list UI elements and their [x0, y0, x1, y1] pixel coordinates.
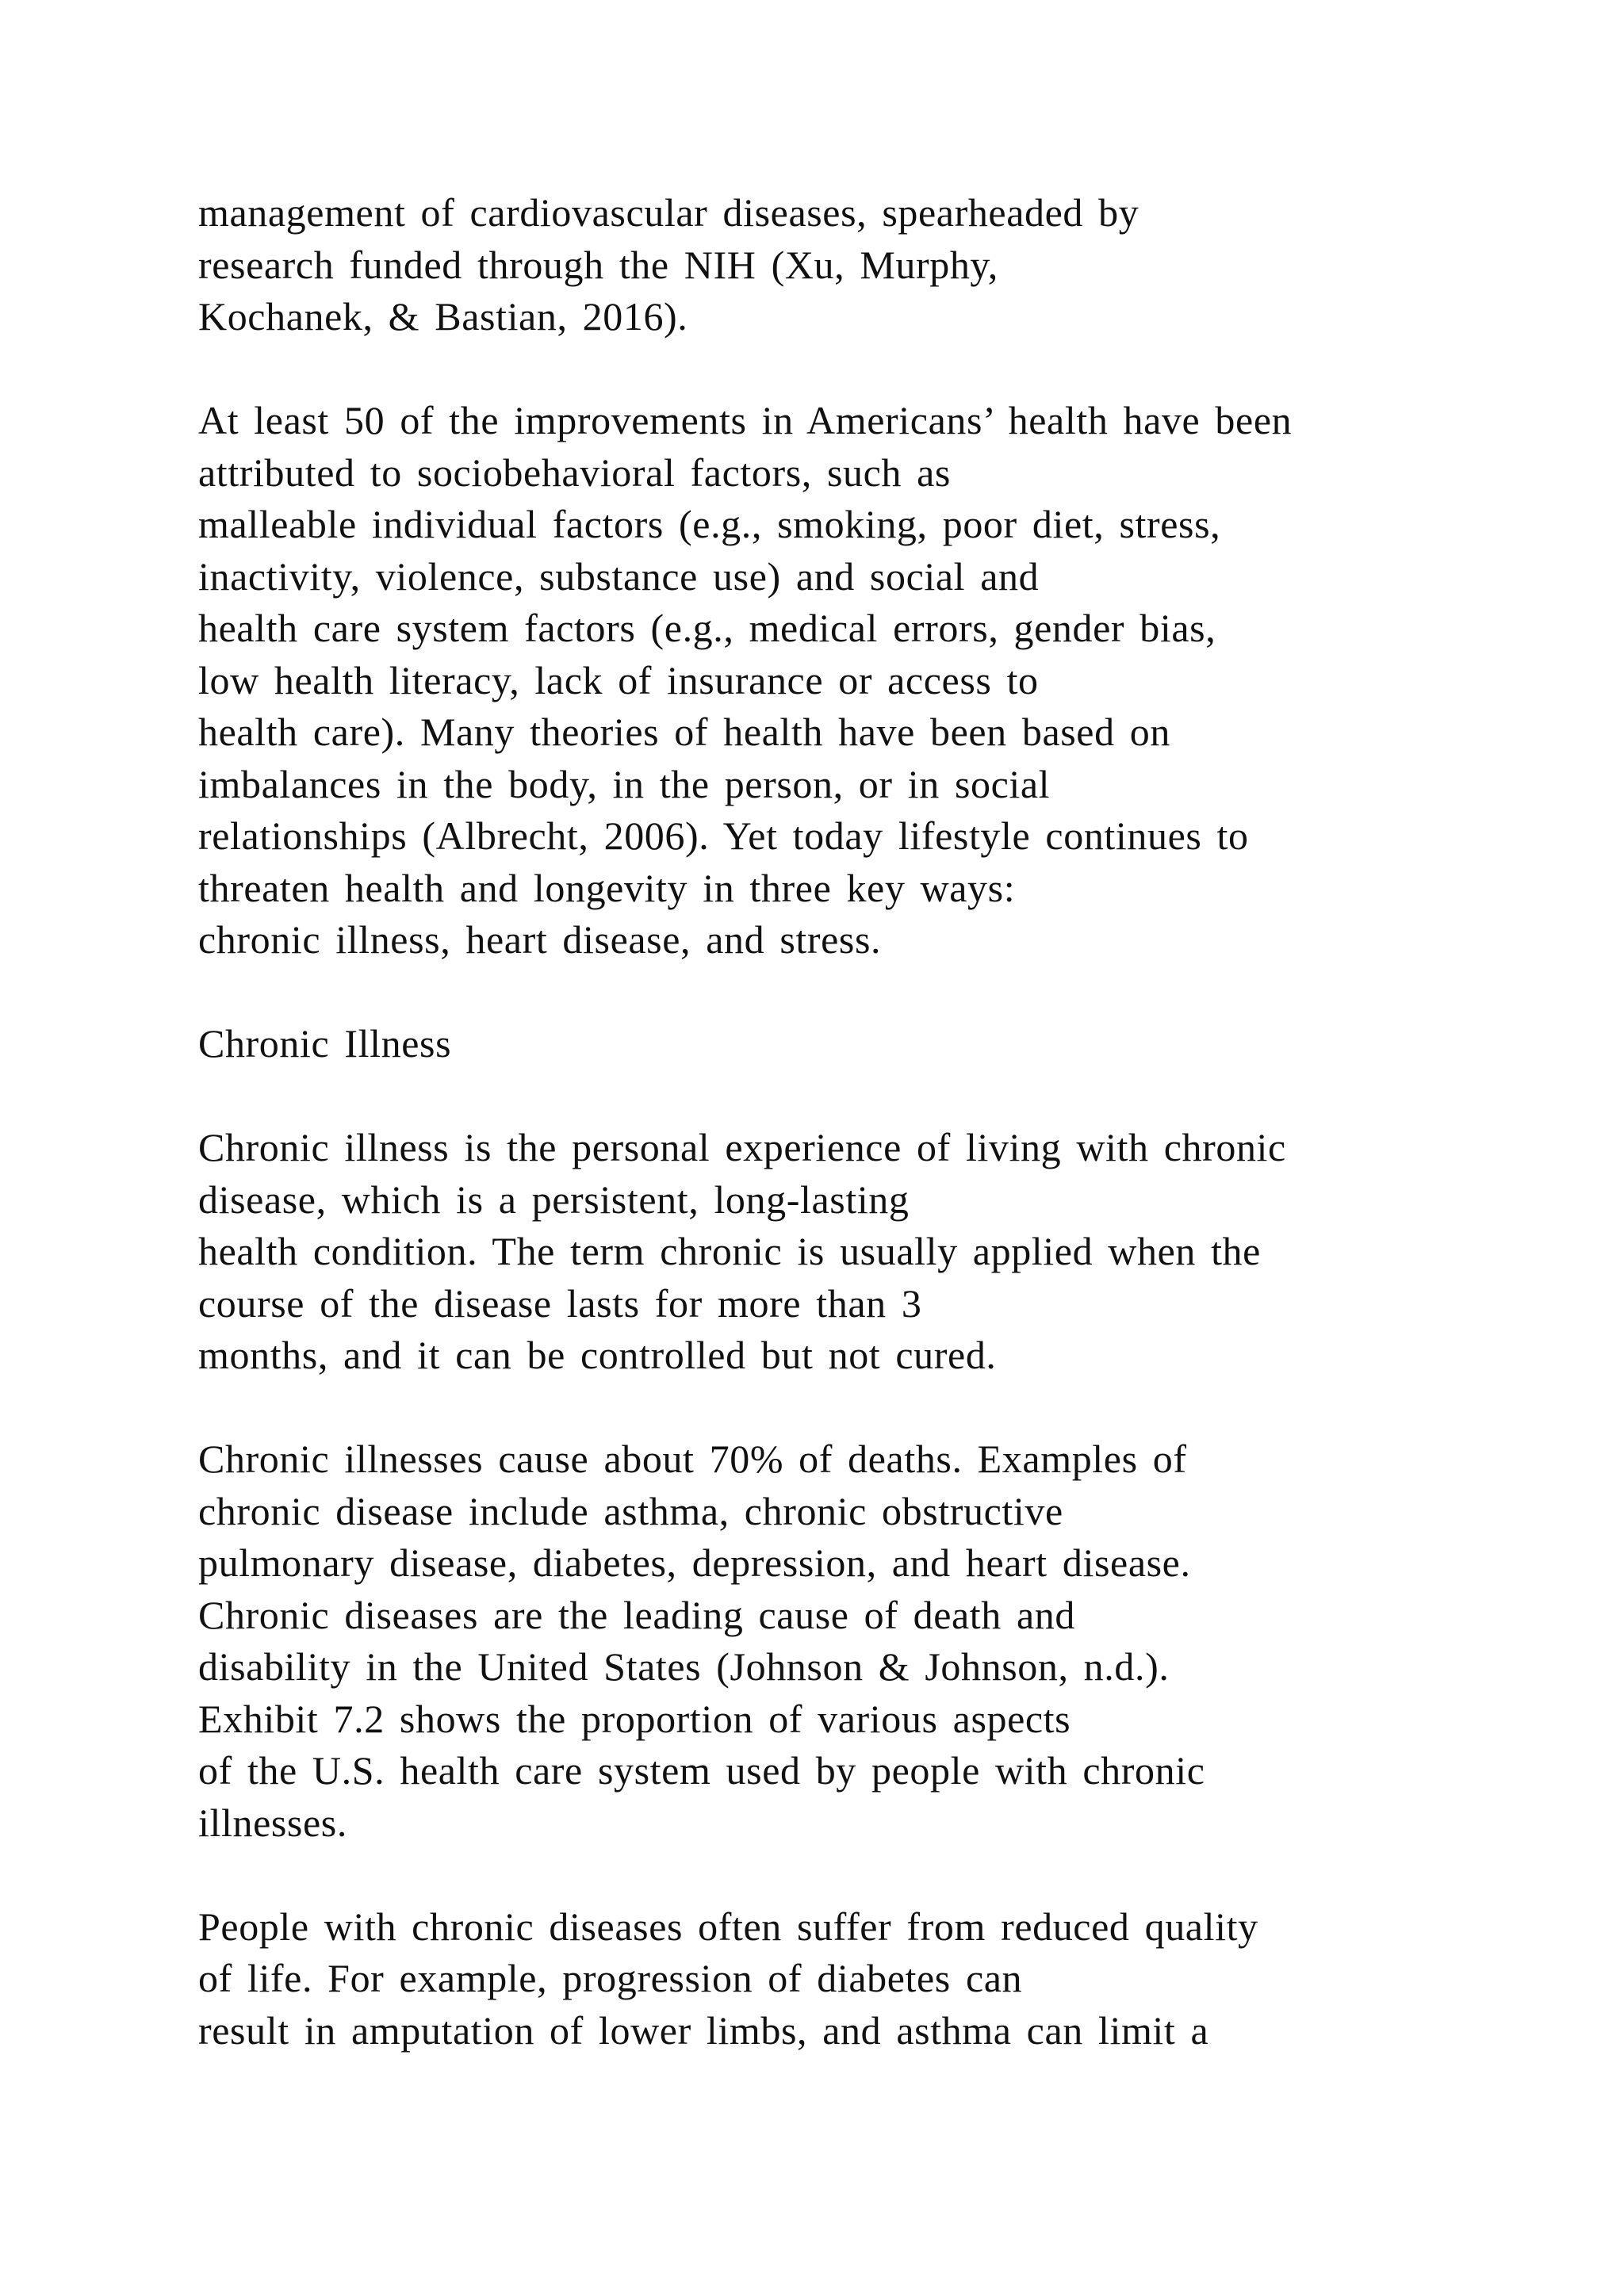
text-line: Exhibit 7.2 shows the proportion of various aspects: [198, 1696, 1071, 1741]
paragraph-quality-of-life: [198, 1901, 1562, 2057]
text-line: Chronic illnesses cause about 70% of deaths. Examples of: [198, 1437, 1187, 1481]
text-line: research funded through the NIH (Xu, Murphy,: [198, 242, 998, 287]
text-line: disability in the United States (Johnson & Johnson, n.d.).: [198, 1644, 1170, 1689]
text-line: relationships (Albrecht, 2006). Yet today lifestyle continues to: [198, 813, 1249, 858]
text-line: months, and it can be controlled but not cured.: [198, 1333, 997, 1377]
paragraph-chronic-illness-definition: [198, 1122, 1562, 1382]
text-line: chronic disease include asthma, chronic obstructive: [198, 1488, 1063, 1533]
text-line: At least 50 of the improvements in Americans’ health have been: [198, 398, 1293, 442]
paragraph-gap: [198, 966, 1562, 1019]
text-line: low health literacy, lack of insurance or access to: [198, 657, 1039, 702]
text-line: result in amputation of lower limbs, and asthma can limit a: [198, 2007, 1209, 2053]
document-page: [198, 187, 1562, 2057]
text-line: chronic illness, heart disease, and stress.: [198, 917, 882, 962]
text-line: attributed to sociobehavioral factors, such as: [198, 450, 951, 495]
text-line: Kochanek, & Bastian, 2016).: [198, 294, 688, 339]
text-line: health care system factors (e.g., medical errors, gender bias,: [198, 606, 1216, 650]
text-line: imbalances in the body, in the person, or in social: [198, 761, 1051, 806]
text-line: disease, which is a persistent, long-lasting: [198, 1177, 910, 1222]
paragraph-chronic-illness-deaths: [198, 1433, 1562, 1849]
text-line: health care). Many theories of health have been based on: [198, 710, 1171, 754]
text-line: health condition. The term chronic is usually applied when the: [198, 1229, 1261, 1273]
text-line: threaten health and longevity in three key ways:: [198, 865, 1016, 910]
text-line: Chronic diseases are the leading cause of death and: [198, 1592, 1075, 1637]
text-line: Chronic illness is the personal experience of living with chronic: [198, 1125, 1286, 1169]
text-line: of life. For example, progression of diabetes can: [198, 1956, 1023, 2000]
text-line: People with chronic diseases often suffer from reduced quality: [198, 1904, 1258, 1949]
paragraph-gap: [198, 1070, 1562, 1123]
text-line: course of the disease lasts for more than 3: [198, 1280, 922, 1326]
text-line: management of cardiovascular diseases, spearheaded by: [198, 190, 1139, 235]
section-heading-chronic-illness: [198, 1018, 1562, 1070]
paragraph-cardiovascular-management: [198, 187, 1562, 343]
section-heading: Chronic Illness: [198, 1021, 452, 1066]
paragraph-gap: [198, 343, 1562, 396]
text-line: malleable individual factors (e.g., smoking, poor diet, stress,: [198, 502, 1221, 546]
text-line: illnesses.: [198, 1800, 347, 1845]
text-line: of the U.S. health care system used by people with chronic: [198, 1748, 1205, 1793]
paragraph-sociobehavioral-factors: [198, 395, 1562, 966]
paragraph-gap: [198, 1849, 1562, 1901]
paragraph-gap: [198, 1382, 1562, 1434]
text-line: inactivity, violence, substance use) and social and: [198, 553, 1040, 599]
text-line: pulmonary disease, diabetes, depression, and heart disease.: [198, 1540, 1191, 1585]
